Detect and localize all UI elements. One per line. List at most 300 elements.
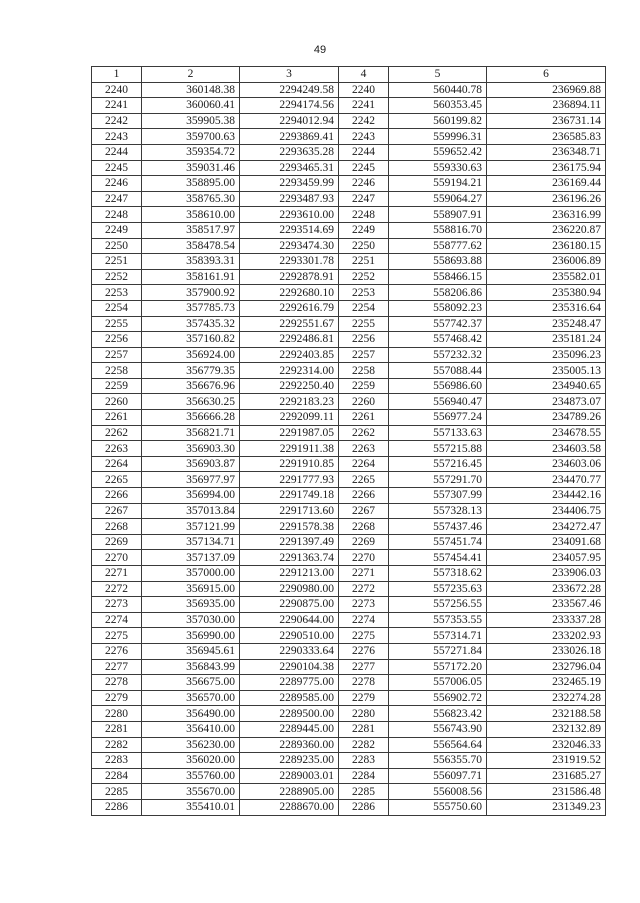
table-cell-col3: 2290510.00: [240, 628, 339, 644]
table-cell-col6: 235380.94: [487, 285, 606, 301]
table-cell-col5: 557133.63: [389, 425, 487, 441]
table-cell-col5: 556564.64: [389, 737, 487, 753]
table-cell-col4: 2280: [339, 706, 389, 722]
table-row: [92, 581, 606, 597]
table-cell-col3: 2293514.69: [240, 222, 339, 238]
table-cell-col4: 2281: [339, 721, 389, 737]
table-cell-col6: 232188.58: [487, 706, 606, 722]
table-cell-col3: 2292250.40: [240, 378, 339, 394]
table-cell-col1: 2276: [92, 643, 142, 659]
table-row: [92, 753, 606, 769]
table-row: [92, 550, 606, 566]
table-row: [92, 347, 606, 363]
table-cell-col5: 560353.45: [389, 98, 487, 114]
table-cell-col6: 235582.01: [487, 269, 606, 285]
table-cell-col2: 359031.46: [142, 160, 240, 176]
table-row: [92, 82, 606, 98]
table-cell-col3: 2289235.00: [240, 753, 339, 769]
table-cell-col3: 2292099.11: [240, 410, 339, 426]
table-cell-col3: 2289585.00: [240, 690, 339, 706]
table-row: [92, 144, 606, 160]
table-row: [92, 768, 606, 784]
table-cell-col2: 355760.00: [142, 768, 240, 784]
table-cell-col1: 2282: [92, 737, 142, 753]
table-cell-col5: 559064.27: [389, 191, 487, 207]
table-cell-col5: 557328.13: [389, 503, 487, 519]
table-cell-col5: 558466.15: [389, 269, 487, 285]
table-cell-col3: 2289500.00: [240, 706, 339, 722]
table-cell-col3: 2293465.31: [240, 160, 339, 176]
column-header-4: 4: [339, 67, 389, 83]
table-cell-col2: 356821.71: [142, 425, 240, 441]
table-cell-col3: 2294174.56: [240, 98, 339, 114]
table-cell-col1: 2252: [92, 269, 142, 285]
table-cell-col2: 358478.54: [142, 238, 240, 254]
table-cell-col2: 356779.35: [142, 363, 240, 379]
table-row: [92, 534, 606, 550]
table-cell-col2: 356903.30: [142, 441, 240, 457]
table-cell-col1: 2274: [92, 612, 142, 628]
column-header-3: 3: [240, 67, 339, 83]
table-cell-col4: 2255: [339, 316, 389, 332]
table-cell-col5: 558907.91: [389, 207, 487, 223]
table-cell-col3: 2293474.30: [240, 238, 339, 254]
table-cell-col2: 359700.63: [142, 129, 240, 145]
table-cell-col6: 236585.83: [487, 129, 606, 145]
table-cell-col6: 235248.47: [487, 316, 606, 332]
table-cell-col5: 557437.46: [389, 519, 487, 535]
table-cell-col4: 2267: [339, 503, 389, 519]
table-cell-col4: 2260: [339, 394, 389, 410]
table-cell-col1: 2270: [92, 550, 142, 566]
table-cell-col5: 559652.42: [389, 144, 487, 160]
table-cell-col5: 558816.70: [389, 222, 487, 238]
table-cell-col2: 357160.82: [142, 332, 240, 348]
table-cell-col4: 2271: [339, 566, 389, 582]
table-cell-col6: 232274.28: [487, 690, 606, 706]
table-cell-col6: 231685.27: [487, 768, 606, 784]
table-cell-col5: 557314.71: [389, 628, 487, 644]
table-row: [92, 456, 606, 472]
table-cell-col4: 2240: [339, 82, 389, 98]
table-row: [92, 98, 606, 114]
table-cell-col6: 236220.87: [487, 222, 606, 238]
table-cell-col1: 2267: [92, 503, 142, 519]
table-cell-col2: 356924.00: [142, 347, 240, 363]
table-row: [92, 472, 606, 488]
table-cell-col4: 2278: [339, 675, 389, 691]
table-cell-col3: 2294012.94: [240, 113, 339, 129]
table-cell-col5: 557307.99: [389, 488, 487, 504]
table-cell-col3: 2290644.00: [240, 612, 339, 628]
table-cell-col4: 2266: [339, 488, 389, 504]
table-cell-col1: 2245: [92, 160, 142, 176]
table-cell-col2: 357134.71: [142, 534, 240, 550]
table-row: [92, 566, 606, 582]
table-row: [92, 628, 606, 644]
table-cell-col6: 236894.11: [487, 98, 606, 114]
table-cell-col5: 556008.56: [389, 784, 487, 800]
table-row: [92, 612, 606, 628]
table-cell-col1: 2258: [92, 363, 142, 379]
table-cell-col1: 2244: [92, 144, 142, 160]
table-row: [92, 176, 606, 192]
table-cell-col2: 356903.87: [142, 456, 240, 472]
table-cell-col3: 2291910.85: [240, 456, 339, 472]
table-cell-col1: 2256: [92, 332, 142, 348]
table-cell-col4: 2269: [339, 534, 389, 550]
table-cell-col5: 556902.72: [389, 690, 487, 706]
table-cell-col4: 2285: [339, 784, 389, 800]
table-cell-col6: 233202.93: [487, 628, 606, 644]
table-cell-col2: 358610.00: [142, 207, 240, 223]
table-cell-col2: 356675.00: [142, 675, 240, 691]
table-cell-col2: 356410.00: [142, 721, 240, 737]
table-row: [92, 394, 606, 410]
table-cell-col2: 357785.73: [142, 300, 240, 316]
table-cell-col1: 2261: [92, 410, 142, 426]
table-cell-col2: 357030.00: [142, 612, 240, 628]
table-cell-col5: 557232.32: [389, 347, 487, 363]
table-cell-col4: 2283: [339, 753, 389, 769]
table-cell-col5: 556823.42: [389, 706, 487, 722]
table-cell-col4: 2253: [339, 285, 389, 301]
table-cell-col2: 358895.00: [142, 176, 240, 192]
table-cell-col1: 2259: [92, 378, 142, 394]
table-cell-col3: 2290875.00: [240, 597, 339, 613]
table-cell-col6: 235316.64: [487, 300, 606, 316]
table-cell-col1: 2249: [92, 222, 142, 238]
table-cell-col4: 2251: [339, 254, 389, 270]
table-cell-col1: 2263: [92, 441, 142, 457]
table-cell-col2: 358517.97: [142, 222, 240, 238]
table-row: [92, 643, 606, 659]
table-cell-col4: 2263: [339, 441, 389, 457]
table-cell-col4: 2250: [339, 238, 389, 254]
table-cell-col2: 357900.92: [142, 285, 240, 301]
table-cell-col6: 236348.71: [487, 144, 606, 160]
table-cell-col1: 2246: [92, 176, 142, 192]
table-cell-col4: 2252: [339, 269, 389, 285]
table-cell-col5: 557215.88: [389, 441, 487, 457]
table-cell-col4: 2241: [339, 98, 389, 114]
table-cell-col5: 559996.31: [389, 129, 487, 145]
table-cell-col6: 231586.48: [487, 784, 606, 800]
table-cell-col5: 556986.60: [389, 378, 487, 394]
page-number: 49: [313, 44, 327, 56]
table-row: [92, 378, 606, 394]
table-body: [92, 67, 606, 816]
table-row: [92, 659, 606, 675]
table-cell-col6: 234442.16: [487, 488, 606, 504]
table-cell-col4: 2268: [339, 519, 389, 535]
table-cell-col2: 357000.00: [142, 566, 240, 582]
table-cell-col5: 557451.74: [389, 534, 487, 550]
table-cell-col3: 2289360.00: [240, 737, 339, 753]
table-cell-col2: 358161.91: [142, 269, 240, 285]
table-cell-col6: 231349.23: [487, 799, 606, 815]
table-cell-col3: 2289445.00: [240, 721, 339, 737]
table-cell-col2: 356935.00: [142, 597, 240, 613]
column-header-6: 6: [487, 67, 606, 83]
table-cell-col4: 2274: [339, 612, 389, 628]
table-cell-col3: 2290980.00: [240, 581, 339, 597]
table-cell-col4: 2246: [339, 176, 389, 192]
table-cell-col6: 232465.19: [487, 675, 606, 691]
table-cell-col2: 356666.28: [142, 410, 240, 426]
table-cell-col1: 2262: [92, 425, 142, 441]
table-row: [92, 207, 606, 223]
table-cell-col1: 2266: [92, 488, 142, 504]
table-cell-col1: 2248: [92, 207, 142, 223]
table-cell-col2: 356977.97: [142, 472, 240, 488]
column-header-5: 5: [389, 67, 487, 83]
table-cell-col2: 357435.32: [142, 316, 240, 332]
table-row: [92, 238, 606, 254]
table-cell-col3: 2293301.78: [240, 254, 339, 270]
table-cell-col5: 557216.45: [389, 456, 487, 472]
table-cell-col1: 2284: [92, 768, 142, 784]
table-cell-col1: 2242: [92, 113, 142, 129]
table-cell-col4: 2243: [339, 129, 389, 145]
table-cell-col1: 2268: [92, 519, 142, 535]
table-cell-col2: 356230.00: [142, 737, 240, 753]
table-cell-col2: 356490.00: [142, 706, 240, 722]
table-cell-col6: 236731.14: [487, 113, 606, 129]
table-cell-col1: 2279: [92, 690, 142, 706]
table-cell-col3: 2291578.38: [240, 519, 339, 535]
table-cell-col3: 2288905.00: [240, 784, 339, 800]
table-row: [92, 285, 606, 301]
table-cell-col3: 2292403.85: [240, 347, 339, 363]
table-cell-col4: 2256: [339, 332, 389, 348]
table-cell-col1: 2281: [92, 721, 142, 737]
table-cell-col4: 2259: [339, 378, 389, 394]
table-cell-col3: 2289003.01: [240, 768, 339, 784]
table-cell-col5: 559194.21: [389, 176, 487, 192]
table-cell-col6: 233567.46: [487, 597, 606, 613]
table-cell-col6: 236006.89: [487, 254, 606, 270]
table-cell-col2: 355670.00: [142, 784, 240, 800]
table-cell-col6: 235181.24: [487, 332, 606, 348]
table-cell-col6: 232796.04: [487, 659, 606, 675]
table-cell-col1: 2283: [92, 753, 142, 769]
table-row: [92, 316, 606, 332]
table-cell-col6: 236969.88: [487, 82, 606, 98]
table-cell-col3: 2291713.60: [240, 503, 339, 519]
table-cell-col5: 560199.82: [389, 113, 487, 129]
table-cell-col3: 2292314.00: [240, 363, 339, 379]
table-row: [92, 488, 606, 504]
table-row: [92, 799, 606, 815]
table-cell-col4: 2270: [339, 550, 389, 566]
table-cell-col4: 2257: [339, 347, 389, 363]
table-cell-col2: 357013.84: [142, 503, 240, 519]
table-cell-col1: 2247: [92, 191, 142, 207]
table-row: [92, 737, 606, 753]
table-cell-col2: 358393.31: [142, 254, 240, 270]
table-cell-col4: 2258: [339, 363, 389, 379]
table-cell-col5: 557006.05: [389, 675, 487, 691]
table-cell-col1: 2275: [92, 628, 142, 644]
table-cell-col4: 2279: [339, 690, 389, 706]
table-cell-col3: 2291911.38: [240, 441, 339, 457]
table-cell-col1: 2265: [92, 472, 142, 488]
table-cell-col6: 234057.95: [487, 550, 606, 566]
table-cell-col1: 2254: [92, 300, 142, 316]
table-cell-col1: 2272: [92, 581, 142, 597]
table-row: [92, 597, 606, 613]
table-cell-col4: 2247: [339, 191, 389, 207]
table-cell-col4: 2262: [339, 425, 389, 441]
table-cell-col6: 233672.28: [487, 581, 606, 597]
table-cell-col5: 557235.63: [389, 581, 487, 597]
table-cell-col5: 557468.42: [389, 332, 487, 348]
table-cell-col4: 2244: [339, 144, 389, 160]
table-cell-col4: 2277: [339, 659, 389, 675]
table-cell-col1: 2260: [92, 394, 142, 410]
table-cell-col4: 2248: [339, 207, 389, 223]
table-cell-col3: 2291749.18: [240, 488, 339, 504]
table-row: [92, 269, 606, 285]
table-cell-col6: 236196.26: [487, 191, 606, 207]
table-cell-col6: 234873.07: [487, 394, 606, 410]
table-cell-col5: 557172.20: [389, 659, 487, 675]
table-cell-col5: 558206.86: [389, 285, 487, 301]
table-cell-col4: 2275: [339, 628, 389, 644]
table-cell-col6: 233906.03: [487, 566, 606, 582]
table-cell-col1: 2243: [92, 129, 142, 145]
table-cell-col5: 557291.70: [389, 472, 487, 488]
table-cell-col2: 356020.00: [142, 753, 240, 769]
table-cell-col3: 2291397.49: [240, 534, 339, 550]
coordinate-table: [91, 66, 606, 816]
table-cell-col6: 235096.23: [487, 347, 606, 363]
table-cell-col2: 360148.38: [142, 82, 240, 98]
table-cell-col4: 2276: [339, 643, 389, 659]
table-cell-col1: 2251: [92, 254, 142, 270]
table-cell-col5: 557353.55: [389, 612, 487, 628]
table-cell-col2: 356676.96: [142, 378, 240, 394]
table-cell-col6: 233026.18: [487, 643, 606, 659]
table-cell-col5: 555750.60: [389, 799, 487, 815]
table-cell-col4: 2249: [339, 222, 389, 238]
table-header-row: [92, 67, 606, 83]
table-cell-col5: 556743.90: [389, 721, 487, 737]
table-cell-col2: 356915.00: [142, 581, 240, 597]
table-cell-col3: 2292616.79: [240, 300, 339, 316]
table-cell-col6: 234940.65: [487, 378, 606, 394]
table-cell-col6: 236180.15: [487, 238, 606, 254]
table-cell-col3: 2292878.91: [240, 269, 339, 285]
table-cell-col3: 2288670.00: [240, 799, 339, 815]
table-row: [92, 690, 606, 706]
table-cell-col3: 2292486.81: [240, 332, 339, 348]
table-row: [92, 706, 606, 722]
table-cell-col5: 558777.62: [389, 238, 487, 254]
table-cell-col2: 358765.30: [142, 191, 240, 207]
table-row: [92, 332, 606, 348]
table-cell-col1: 2271: [92, 566, 142, 582]
table-cell-col6: 234470.77: [487, 472, 606, 488]
table-cell-col4: 2265: [339, 472, 389, 488]
table-cell-col1: 2257: [92, 347, 142, 363]
table-cell-col5: 557088.44: [389, 363, 487, 379]
table-cell-col6: 232046.33: [487, 737, 606, 753]
table-cell-col1: 2278: [92, 675, 142, 691]
table-cell-col3: 2293869.41: [240, 129, 339, 145]
table-cell-col5: 556940.47: [389, 394, 487, 410]
table-cell-col3: 2291213.00: [240, 566, 339, 582]
table-cell-col2: 356990.00: [142, 628, 240, 644]
table-cell-col3: 2293635.28: [240, 144, 339, 160]
table-cell-col1: 2241: [92, 98, 142, 114]
table-row: [92, 222, 606, 238]
table-cell-col3: 2293487.93: [240, 191, 339, 207]
table-cell-col1: 2273: [92, 597, 142, 613]
table-cell-col1: 2264: [92, 456, 142, 472]
table-row: [92, 784, 606, 800]
table-cell-col5: 558693.88: [389, 254, 487, 270]
table-cell-col1: 2250: [92, 238, 142, 254]
table-row: [92, 363, 606, 379]
table-cell-col6: 235005.13: [487, 363, 606, 379]
table-cell-col3: 2290333.64: [240, 643, 339, 659]
table-cell-col3: 2291363.74: [240, 550, 339, 566]
table-row: [92, 410, 606, 426]
table-cell-col6: 236169.44: [487, 176, 606, 192]
table-cell-col3: 2293610.00: [240, 207, 339, 223]
table-cell-col1: 2255: [92, 316, 142, 332]
column-header-1: 1: [92, 67, 142, 83]
table-cell-col3: 2289775.00: [240, 675, 339, 691]
table-cell-col5: 557256.55: [389, 597, 487, 613]
table-row: [92, 721, 606, 737]
table-row: [92, 675, 606, 691]
table-cell-col2: 356994.00: [142, 488, 240, 504]
table-cell-col6: 233337.28: [487, 612, 606, 628]
table-cell-col1: 2253: [92, 285, 142, 301]
table-cell-col6: 234091.68: [487, 534, 606, 550]
table-cell-col3: 2291987.05: [240, 425, 339, 441]
table-cell-col1: 2277: [92, 659, 142, 675]
table-cell-col6: 232132.89: [487, 721, 606, 737]
table-row: [92, 191, 606, 207]
table-cell-col6: 236175.94: [487, 160, 606, 176]
table-cell-col6: 234603.58: [487, 441, 606, 457]
table-cell-col6: 236316.99: [487, 207, 606, 223]
table-cell-col3: 2291777.93: [240, 472, 339, 488]
table-cell-col2: 359354.72: [142, 144, 240, 160]
table-cell-col5: 559330.63: [389, 160, 487, 176]
table-row: [92, 425, 606, 441]
table-cell-col2: 357121.99: [142, 519, 240, 535]
table-cell-col5: 557271.84: [389, 643, 487, 659]
table-cell-col5: 560440.78: [389, 82, 487, 98]
table-row: [92, 254, 606, 270]
table-cell-col5: 556097.71: [389, 768, 487, 784]
table-cell-col3: 2292551.67: [240, 316, 339, 332]
table-cell-col1: 2285: [92, 784, 142, 800]
table-cell-col4: 2284: [339, 768, 389, 784]
table-cell-col5: 558092.23: [389, 300, 487, 316]
table-cell-col6: 234789.26: [487, 410, 606, 426]
table-cell-col1: 2286: [92, 799, 142, 815]
table-cell-col4: 2286: [339, 799, 389, 815]
table-cell-col1: 2269: [92, 534, 142, 550]
table-cell-col4: 2282: [339, 737, 389, 753]
table-cell-col2: 359905.38: [142, 113, 240, 129]
